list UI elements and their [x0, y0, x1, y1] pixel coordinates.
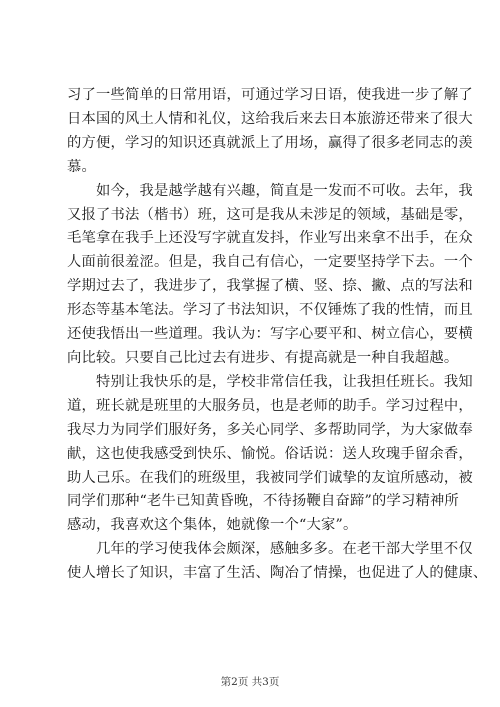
text-line: 向比较。只要自己比过去有进步、有提高就是一种自我超越。	[67, 349, 459, 366]
text-line: 慕。	[67, 158, 96, 175]
text-line: 感动，我喜欢这个集体，她就像一个“大家”。	[67, 517, 358, 534]
text-line: 学期过去了，我进步了，我掌握了横、竖、捺、撇、点的写法和	[67, 278, 473, 295]
text-line: 还使我悟出一些道理。我认为：写字心要平和、树立信心，要横	[67, 326, 473, 343]
text-line: 助人己乐。在我们的班级里，我被同学们诚挚的友谊所感动，被	[67, 469, 473, 486]
text-line: 的方便，学习的知识还真就派上了用场，赢得了很多老同志的羡	[67, 134, 473, 151]
text-line: 献，这也使我感受到快乐、愉悦。俗话说：送人玫瑰手留余香，	[67, 445, 473, 462]
text-line: 同学们那种“老牛已知黄昏晚，不待扬鞭自奋蹄”的学习精神所	[67, 493, 459, 510]
text-line: 习了一些简单的日常用语，可通过学习日语，使我进一步了解了	[67, 87, 473, 103]
text-line: 特别让我快乐的是，学校非常信任我，让我担任班长。我知	[67, 373, 473, 390]
text-line: 我尽力为同学们服好务，多关心同学、多帮助同学，为大家做奉	[67, 421, 473, 438]
text-line: 日本国的风土人情和礼仪，这给我后来去日本旅游还带来了很大	[67, 110, 473, 127]
paragraph-3	[67, 371, 473, 538]
text-line: 使人增长了知识，丰富了生活、陶冶了情操，也促进了人的健康、	[67, 565, 488, 582]
text-line: 又报了书法（楷书）班，这可是我从未涉足的领域，基础是零，	[67, 206, 473, 223]
text-line: 如今，我是越学越有兴趣，简直是一发而不可收。去年，我	[67, 182, 473, 199]
page-number-footer: 第2页 共3页	[220, 676, 280, 688]
paragraph-1	[67, 84, 473, 180]
text-line: 道，班长就是班里的大服务员，也是老师的助手。学习过程中，	[67, 397, 473, 414]
paragraph-2	[67, 180, 473, 371]
text-line: 几年的学习使我体会颇深，感触多多。在老干部大学里不仅	[67, 541, 473, 558]
text-line: 毛笔拿在我手上还没写字就直发抖，作业写出来拿不出手，在众	[67, 230, 473, 247]
document-body	[67, 84, 488, 586]
text-line: 人面前很羞涩。但是，我自己有信心，一定要坚持学下去。一个	[67, 254, 473, 271]
text-line: 形态等基本笔法。学习了书法知识，不仅锤炼了我的性情，而且	[67, 302, 473, 319]
paragraph-4	[67, 538, 488, 586]
